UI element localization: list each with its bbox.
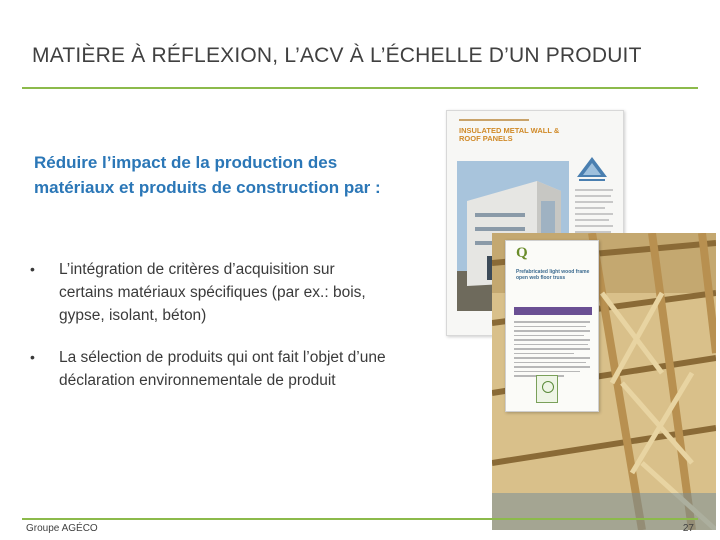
bullet-text: La sélection de produits qui ont fait l’objet d’une déclaration environnementale de produit (59, 349, 386, 389)
footer-divider (22, 518, 698, 520)
document-kicker (459, 119, 529, 121)
footer-organization: Groupe AGÉCO (26, 523, 98, 534)
section-heading: Réduire l’impact de la production des matériaux et produits de construction par : (34, 153, 381, 197)
page-number: 27 (682, 523, 694, 534)
epd-document-floor-truss (505, 240, 599, 412)
bullet-item (30, 258, 390, 327)
document-title: INSULATED METAL WALL & ROOF PANELS (459, 126, 560, 143)
company-logo-icon (575, 155, 609, 183)
bullet-text: L’intégration de critères d’acquisition sur certains matériaux spécifiques (par ex.: bois, gypse, isolant, béton) (59, 261, 366, 324)
document-title: Prefabricated light wood frame open web floor truss (516, 269, 590, 281)
document-body-lines (514, 321, 590, 380)
bullet-icon: • (30, 261, 35, 277)
bullet-item (30, 346, 390, 392)
bullet-list (30, 258, 390, 392)
title-divider (22, 87, 698, 89)
document-section-band (514, 307, 592, 315)
bullet-icon: • (30, 349, 35, 365)
slide-title: MATIÈRE À RÉFLEXION, L’ACV À L’ÉCHELLE D’UN PRODUIT (32, 44, 642, 67)
epd-badge-icon (536, 375, 558, 403)
publisher-logo-icon: Q (516, 245, 528, 261)
